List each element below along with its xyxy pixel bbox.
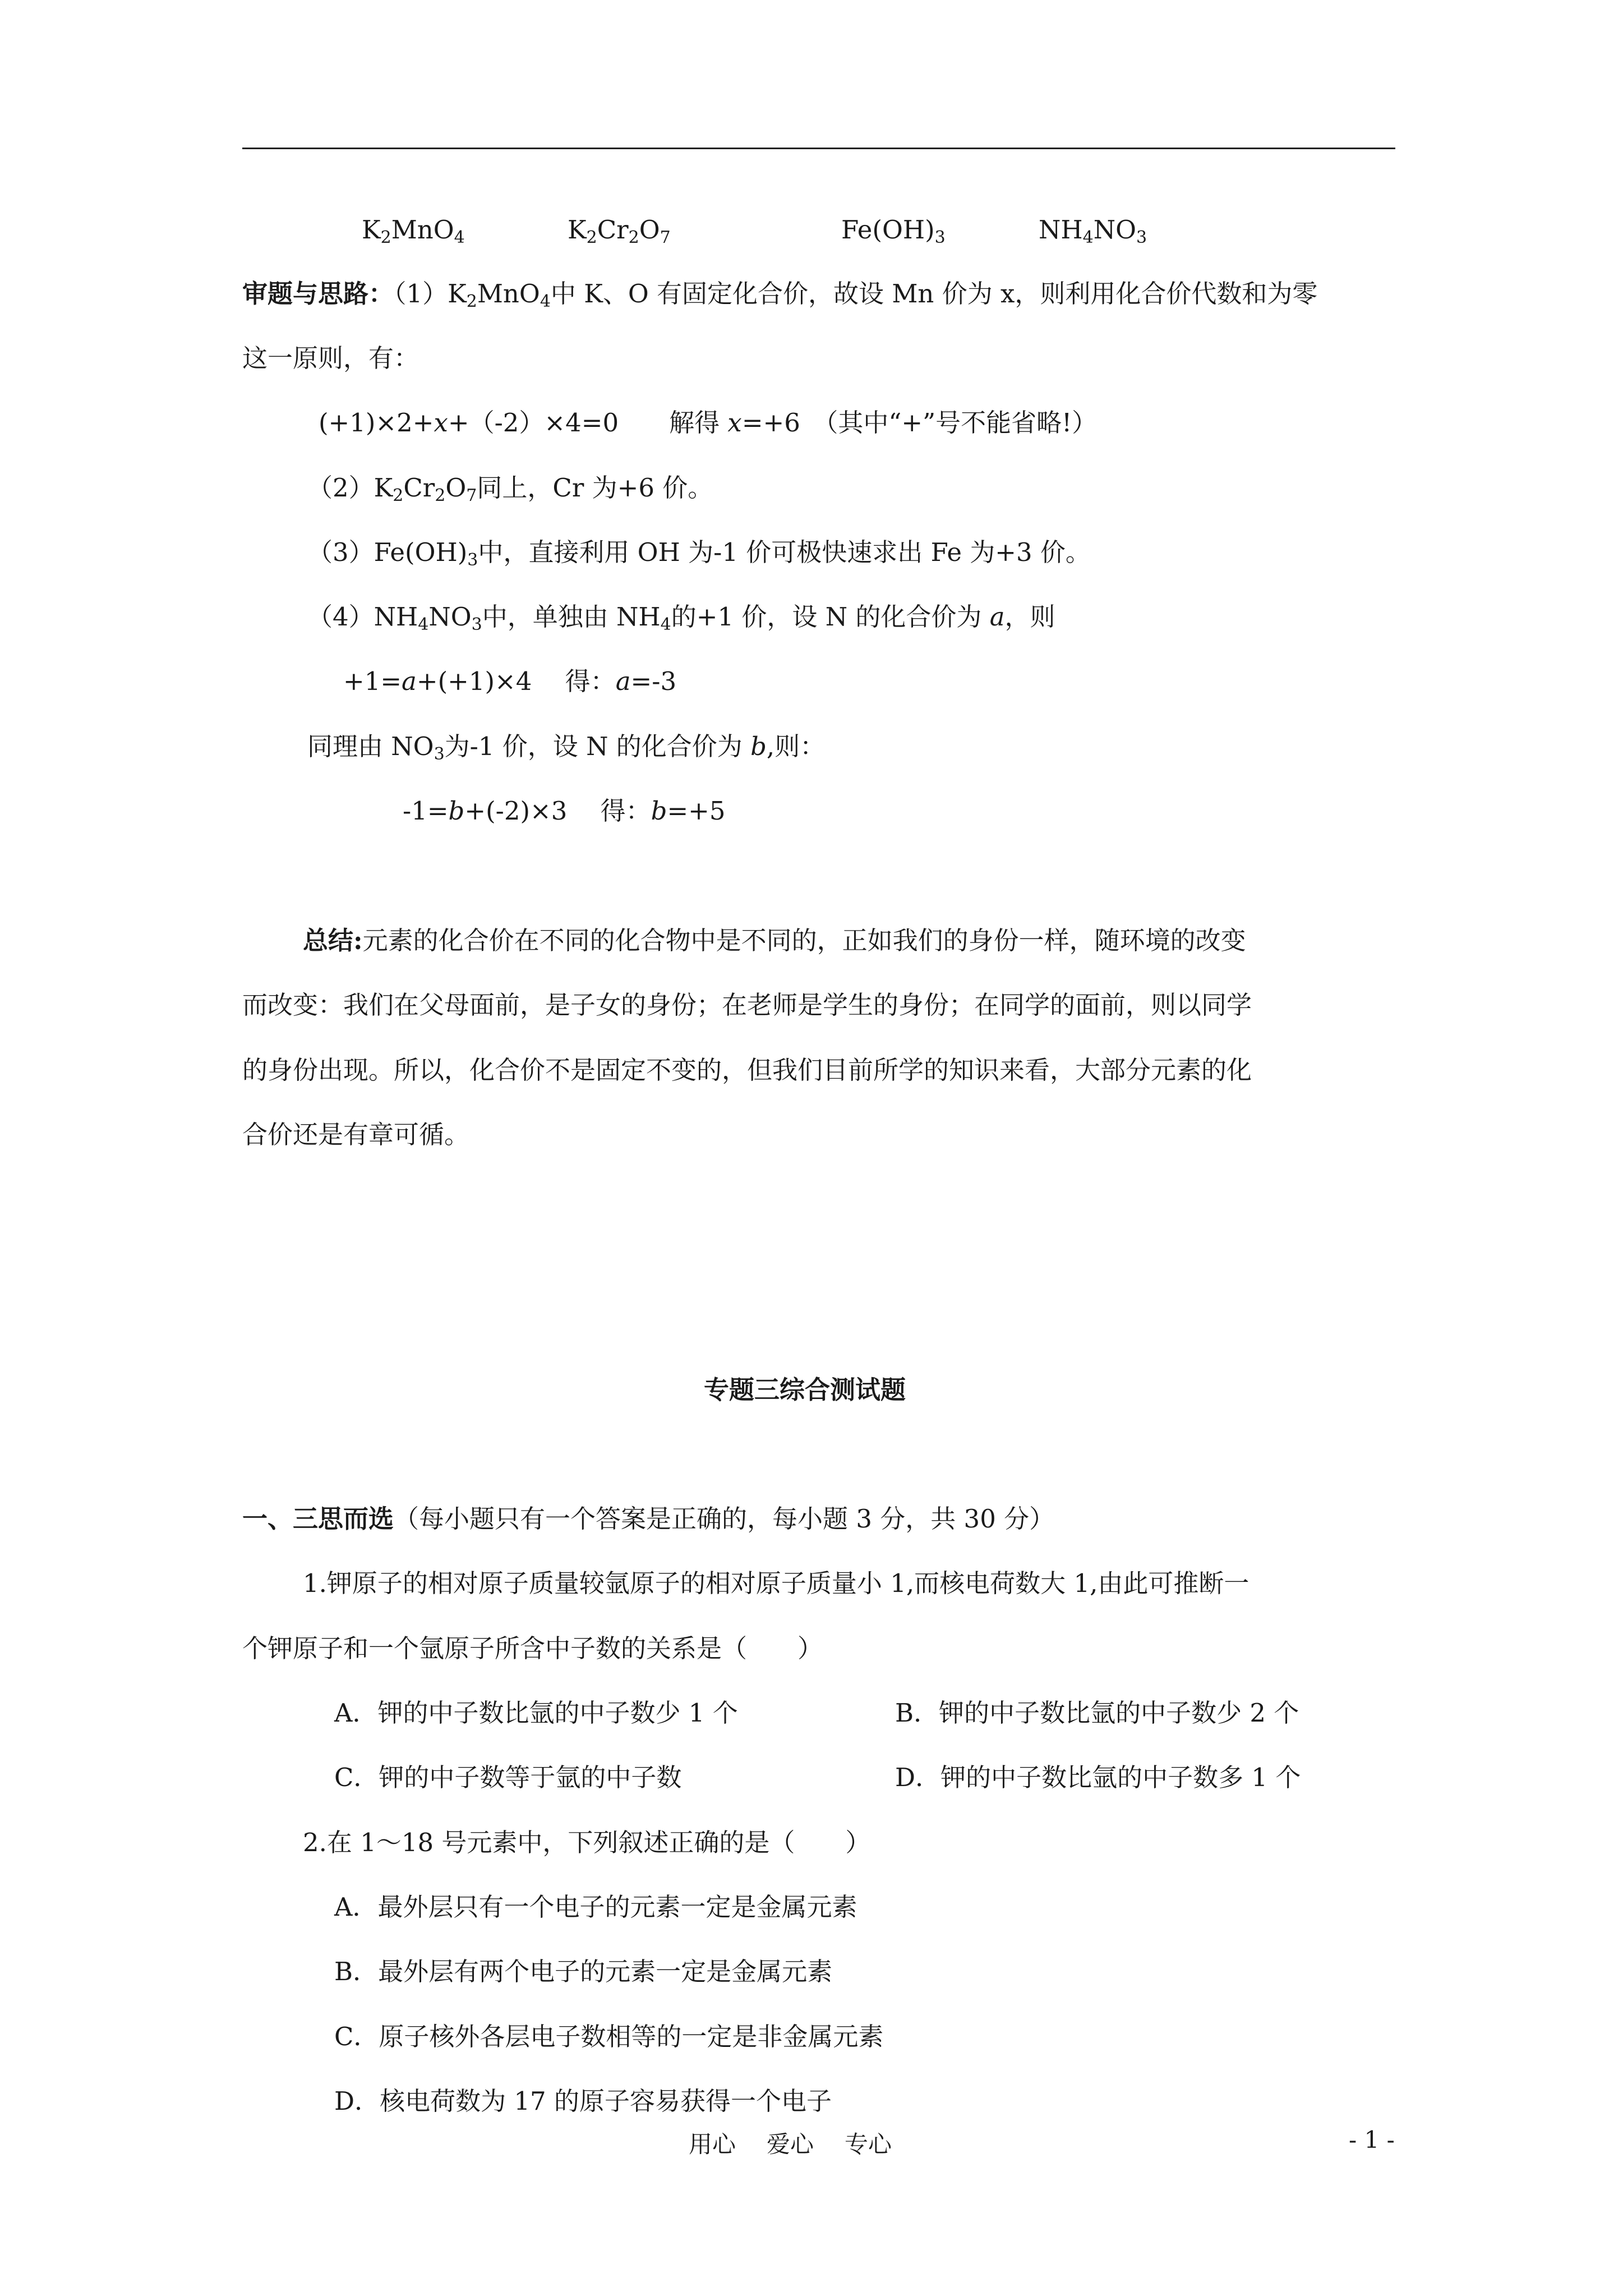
summary-label: 总结: <box>303 926 363 955</box>
footer-motto: 用心 爱心 专心 <box>689 2131 892 2158</box>
question-1-stem-cont: 个钾原子和一个氩原子所含中子数的关系是（ ） <box>242 1634 823 1663</box>
equation-2: +1=a+(+1)×4 得：a=-3 <box>343 666 677 696</box>
question-2-option-a: A．最外层只有一个电子的元素一定是金属元素 <box>334 1892 857 1922</box>
formula-k2cr2o7: $K_2Cr_2O_7$ <box>568 215 671 247</box>
question-2-stem: 2.在 1～18 号元素中，下列叙述正确的是（ ） <box>303 1828 871 1857</box>
question-1-stem: 1.钾原子的相对原子质量较氩原子的相对原子质量小 1,而核电荷数大 1,由此可推断一 <box>303 1568 1249 1598</box>
summary-line-4: 合价还是有章可循。 <box>242 1120 470 1149</box>
equation-3: -1=b+(-2)×3 得：b=+5 <box>403 796 726 826</box>
page-number: - 1 - <box>1349 2126 1395 2154</box>
formula-nh4no3: $NH_4NO_3$ <box>1039 215 1147 247</box>
analysis-paragraph-1: 审题与思路：$(1)K_2MnO_4$中 K、O 有固定化合价，故设 Mn 价为 x，则利用化合价代数和为零 <box>242 279 1318 311</box>
formula-feoh3: $Fe(OH)_3$ <box>841 215 946 247</box>
summary-line-1: 总结:元素的化合价在不同的化合物中是不同的，正如我们的身份一样，随环境的改变 <box>303 926 1246 955</box>
analysis-paragraph-4: $(4)NH_4NO_3$中，单独由 $NH_4$的+1 价，设 N 的化合价为 a，则 <box>307 602 1055 634</box>
question-1-option-c: C．钾的中子数等于氩的中子数 <box>334 1763 682 1792</box>
question-1-option-a: A．钾的中子数比氩的中子数少 1 个 <box>334 1698 738 1728</box>
question-1-option-b: B．钾的中子数比氩的中子数少 2 个 <box>895 1698 1299 1728</box>
summary-line-2: 而改变：我们在父母面前，是子女的身份；在老师是学生的身份；在同学的面前，则以同学 <box>242 990 1252 1020</box>
formula-k2mno4: $K_2MnO_4$ <box>362 215 465 247</box>
question-2-option-c: C．原子核外各层电子数相等的一定是非金属元素 <box>334 2022 884 2051</box>
analysis-paragraph-1-cont: 这一原则，有： <box>242 343 419 373</box>
analysis-paragraph-2: $(2)K_2Cr_2O_7$同上，Cr 为+6 价。 <box>307 473 713 505</box>
question-1-option-d: D．钾的中子数比氩的中子数多 1 个 <box>895 1763 1301 1792</box>
analysis-label: 审题与思路： <box>242 279 394 309</box>
test-title: 专题三综合测试题 <box>704 1375 906 1405</box>
question-2-option-b: B．最外层有两个电子的元素一定是金属元素 <box>334 1957 833 1986</box>
section-heading: 一、三思而选（每小题只有一个答案是正确的，每小题 3 分，共 30 分） <box>242 1504 1055 1534</box>
analysis-paragraph-3: $(3)Fe(OH)_3$中，直接利用 OH 为-1 价可极快速求出 Fe 为+3 价。 <box>307 537 1091 570</box>
question-2-option-d: D．核电荷数为 17 的原子容易获得一个电子 <box>334 2086 832 2116</box>
summary-line-3: 的身份出现。所以，化合价不是固定不变的，但我们目前所学的知识来看，大部分元素的化 <box>242 1055 1252 1085</box>
analysis-paragraph-5: 同理由 $NO_3$为-1 价，设 N 的化合价为 b,则： <box>307 731 826 764</box>
equation-1: (+1)×2+x+（-2）×4=0 解得 x=+6 （其中“+”号不能省略!） <box>319 408 1098 438</box>
header-rule <box>242 148 1395 149</box>
